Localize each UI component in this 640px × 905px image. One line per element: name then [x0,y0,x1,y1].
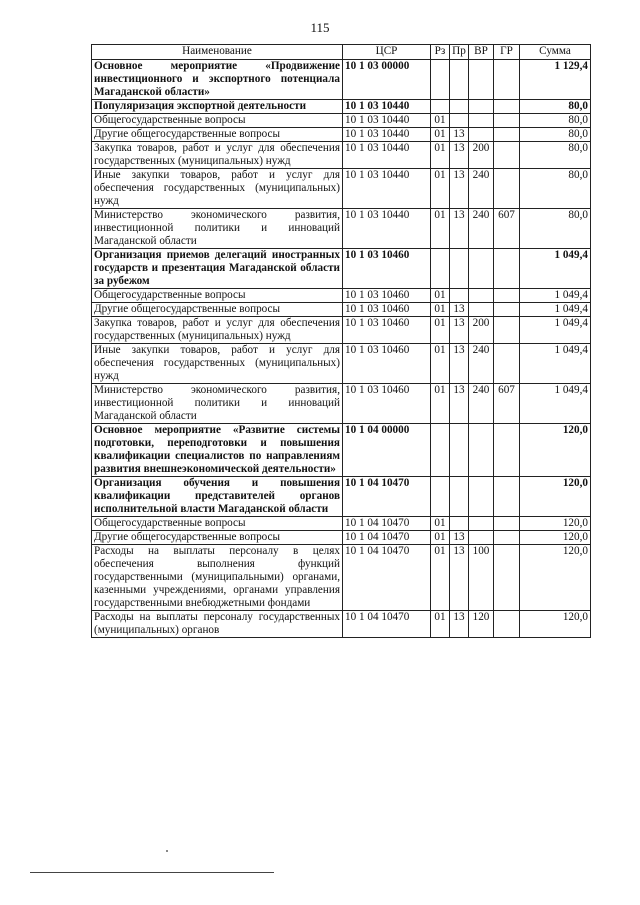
row-gr [494,114,520,128]
row-sum: 80,0 [520,114,591,128]
row-pr: 13 [450,384,469,424]
row-csr: 10 1 04 10470 [343,545,431,611]
row-gr [494,477,520,517]
row-rz: 01 [431,169,450,209]
scan-speck [166,850,168,852]
table-row [92,60,591,100]
row-name: Общегосударственные вопросы [92,517,343,531]
row-gr [494,545,520,611]
row-pr [450,424,469,477]
row-vr [469,424,494,477]
row-name: Министерство экономического развития, инвестиционной политики и инноваций Магаданской области [92,384,343,424]
header-pr: Пр [450,45,469,60]
row-name: Организация приемов делегаций иностранных государств и презентация Магаданской области за рубежом [92,249,343,289]
header-gr: ГР [494,45,520,60]
row-sum: 80,0 [520,142,591,169]
row-pr [450,249,469,289]
row-name: Популяризация экспортной деятельности [92,100,343,114]
page-number: 115 [310,20,330,35]
row-vr [469,477,494,517]
row-rz: 01 [431,303,450,317]
row-name: Основное мероприятие «Развитие системы подготовки, переподготовки и повышения квалификации специалистов по направлениям развития внешнеэкономической деятельности» [92,424,343,477]
row-sum: 80,0 [520,100,591,114]
row-gr [494,128,520,142]
row-gr [494,317,520,344]
row-gr [494,100,520,114]
row-gr: 607 [494,384,520,424]
row-rz [431,100,450,114]
row-sum: 120,0 [520,424,591,477]
row-vr [469,114,494,128]
table-row [92,100,591,114]
row-gr [494,303,520,317]
row-pr [450,289,469,303]
row-pr: 13 [450,344,469,384]
row-pr: 13 [450,209,469,249]
row-gr [494,611,520,638]
row-gr [494,60,520,100]
row-csr: 10 1 03 10460 [343,303,431,317]
row-csr: 10 1 03 10440 [343,209,431,249]
table-row [92,209,591,249]
row-pr: 13 [450,317,469,344]
row-pr: 13 [450,611,469,638]
row-vr [469,60,494,100]
row-vr [469,303,494,317]
row-rz: 01 [431,317,450,344]
row-rz [431,249,450,289]
row-csr: 10 1 04 10470 [343,517,431,531]
row-vr [469,100,494,114]
row-name: Министерство экономического развития, инвестиционной политики и инноваций Магаданской области [92,209,343,249]
row-rz: 01 [431,531,450,545]
header-name: Наименование [92,45,343,60]
row-csr: 10 1 03 10460 [343,249,431,289]
table-row [92,114,591,128]
row-name: Расходы на выплаты персоналу государственных (муниципальных) органов [92,611,343,638]
row-vr: 240 [469,169,494,209]
table-row [92,424,591,477]
row-name: Общегосударственные вопросы [92,289,343,303]
table-row [92,128,591,142]
row-vr: 240 [469,209,494,249]
row-pr: 13 [450,303,469,317]
header-csr: ЦСР [343,45,431,60]
row-gr [494,169,520,209]
row-rz: 01 [431,611,450,638]
row-gr: 607 [494,209,520,249]
row-csr: 10 1 03 10460 [343,384,431,424]
row-sum: 80,0 [520,128,591,142]
row-gr [494,289,520,303]
table-row [92,545,591,611]
row-pr [450,114,469,128]
row-csr: 10 1 03 10460 [343,317,431,344]
row-pr [450,60,469,100]
row-name: Иные закупки товаров, работ и услуг для обеспечения государственных (муниципальных) нужд [92,169,343,209]
row-csr: 10 1 03 10440 [343,142,431,169]
row-csr: 10 1 03 10440 [343,100,431,114]
row-rz: 01 [431,344,450,384]
row-sum: 1 049,4 [520,384,591,424]
row-vr [469,249,494,289]
row-rz [431,60,450,100]
row-rz: 01 [431,384,450,424]
row-name: Другие общегосударственные вопросы [92,128,343,142]
row-sum: 80,0 [520,169,591,209]
row-pr: 13 [450,545,469,611]
row-csr: 10 1 04 00000 [343,424,431,477]
header-row [92,45,591,60]
row-rz: 01 [431,545,450,611]
row-name: Другие общегосударственные вопросы [92,531,343,545]
row-name: Закупка товаров, работ и услуг для обеспечения государственных (муниципальных) нужд [92,317,343,344]
table-row [92,517,591,531]
row-vr [469,289,494,303]
row-csr: 10 1 04 10470 [343,611,431,638]
row-pr [450,100,469,114]
row-vr [469,517,494,531]
row-pr: 13 [450,169,469,209]
row-pr: 13 [450,142,469,169]
row-name: Иные закупки товаров, работ и услуг для обеспечения государственных (муниципальных) нужд [92,344,343,384]
row-sum: 120,0 [520,545,591,611]
row-sum: 80,0 [520,209,591,249]
row-sum: 120,0 [520,611,591,638]
row-sum: 1 049,4 [520,344,591,384]
row-vr [469,531,494,545]
row-rz: 01 [431,114,450,128]
table-row [92,344,591,384]
table-row [92,169,591,209]
row-rz: 01 [431,142,450,169]
row-name: Другие общегосударственные вопросы [92,303,343,317]
row-name: Расходы на выплаты персоналу в целях обеспечения выполнения функций государственными (муниципальными) органами, казенными учреждениями, органами управления государственными внебюджетными фондами [92,545,343,611]
row-sum: 1 049,4 [520,289,591,303]
row-gr [494,344,520,384]
row-sum: 120,0 [520,477,591,517]
header-vr: ВР [469,45,494,60]
row-csr: 10 1 03 10460 [343,344,431,384]
table-row [92,611,591,638]
row-name: Общегосударственные вопросы [92,114,343,128]
row-rz: 01 [431,289,450,303]
row-pr [450,477,469,517]
table-row [92,477,591,517]
row-rz [431,424,450,477]
row-gr [494,249,520,289]
row-vr: 200 [469,142,494,169]
row-pr: 13 [450,531,469,545]
table-row [92,249,591,289]
row-csr: 10 1 04 10470 [343,531,431,545]
table-row [92,142,591,169]
row-sum: 1 049,4 [520,249,591,289]
row-rz: 01 [431,209,450,249]
row-vr: 200 [469,317,494,344]
row-name: Основное мероприятие «Продвижение инвестиционного и экспортного потенциала Магаданской области» [92,60,343,100]
row-name: Закупка товаров, работ и услуг для обеспечения государственных (муниципальных) нужд [92,142,343,169]
row-pr [450,517,469,531]
row-gr [494,142,520,169]
row-csr: 10 1 03 10440 [343,128,431,142]
row-sum: 1 049,4 [520,303,591,317]
row-vr: 100 [469,545,494,611]
row-sum: 1 129,4 [520,60,591,100]
table-row [92,303,591,317]
table-row [92,531,591,545]
row-sum: 120,0 [520,517,591,531]
row-pr: 13 [450,128,469,142]
row-gr [494,531,520,545]
row-vr: 240 [469,344,494,384]
row-vr [469,128,494,142]
row-csr: 10 1 04 10470 [343,477,431,517]
table-row [92,289,591,303]
row-vr: 120 [469,611,494,638]
row-rz [431,477,450,517]
row-rz: 01 [431,517,450,531]
row-csr: 10 1 03 10440 [343,169,431,209]
table-row [92,384,591,424]
row-csr: 10 1 03 10440 [343,114,431,128]
footnote-divider [30,872,274,873]
row-name: Организация обучения и повышения квалификации представителей органов исполнительной власти Магаданской области [92,477,343,517]
row-csr: 10 1 03 10460 [343,289,431,303]
table-row [92,317,591,344]
row-sum: 120,0 [520,531,591,545]
budget-table [91,44,591,638]
row-rz: 01 [431,128,450,142]
row-csr: 10 1 03 00000 [343,60,431,100]
header-sum: Сумма [520,45,591,60]
row-gr [494,424,520,477]
header-rz: Рз [431,45,450,60]
row-sum: 1 049,4 [520,317,591,344]
row-vr: 240 [469,384,494,424]
row-gr [494,517,520,531]
